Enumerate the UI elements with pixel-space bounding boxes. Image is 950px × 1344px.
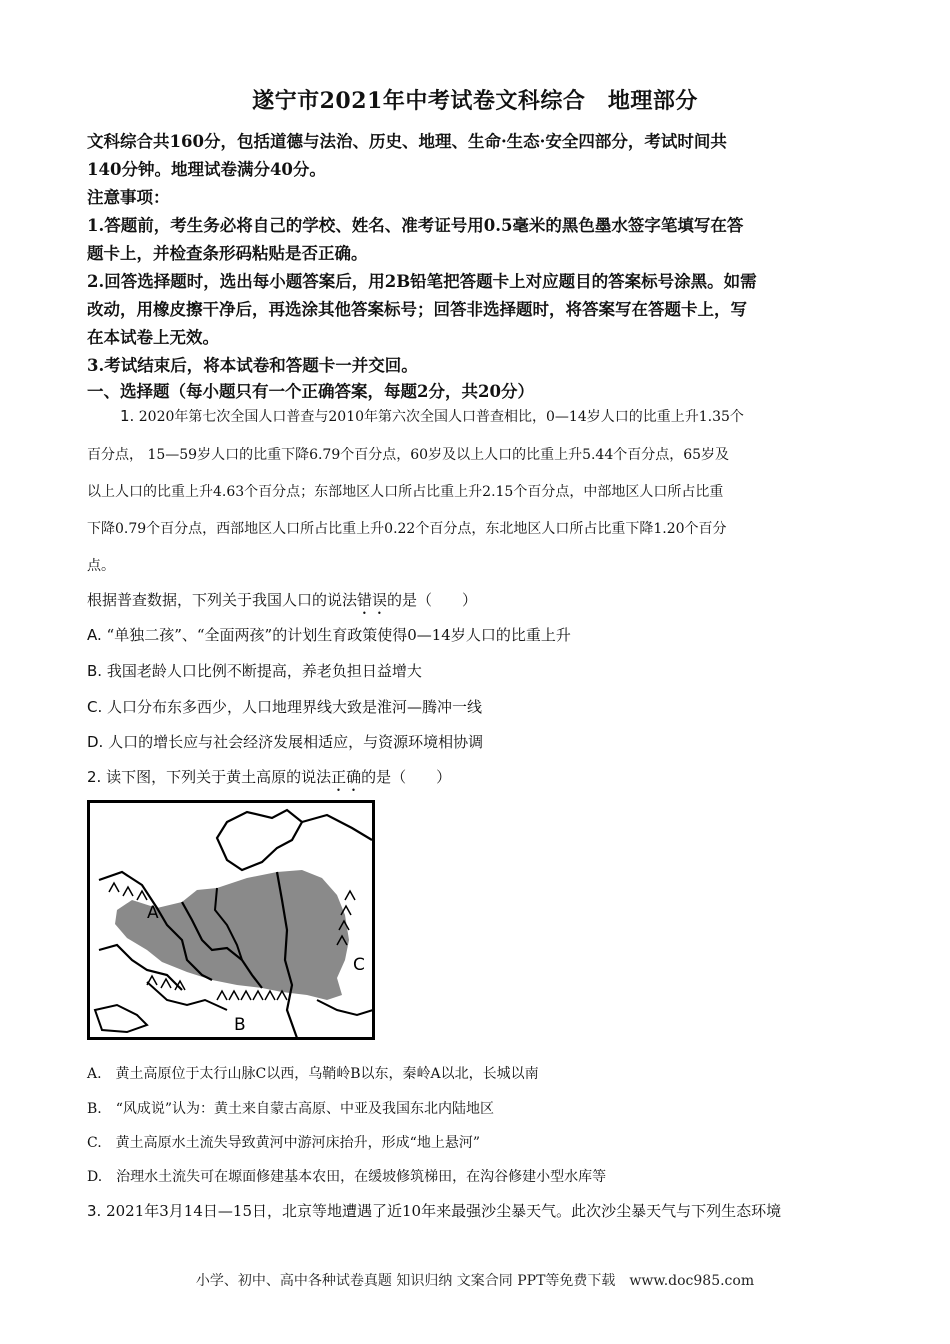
notice-3: 3.考试结束后，将本试卷和答题卡一并交回。 bbox=[87, 356, 418, 375]
q1-option-c-label: C. bbox=[87, 698, 103, 716]
map-svg bbox=[87, 800, 375, 1040]
page-footer: 小学、初中、高中各种试卷真题 知识归纳 文案合同 PPT等免费下载 www.doc985.com bbox=[195, 1273, 755, 1289]
q1-line-4: 下降0.79个百分点，西部地区人口所占比重上升0.22个百分点，东北地区人口所占比重下降1.20个百分 bbox=[87, 521, 727, 537]
q2-option-b[interactable]: B. “风成说”认为：黄土来自蒙古高原、中亚及我国东北内陆地区 bbox=[87, 1101, 495, 1117]
q1-stem-emphasis: 错误 bbox=[357, 591, 388, 609]
map-label-c: C bbox=[353, 955, 365, 975]
notice-2-line-1: 2.回答选择题时，选出每小题答案后，用2B铅笔把答题卡上对应题目的答案标号涂黑。如需 bbox=[87, 272, 757, 291]
notice-heading: 注意事项： bbox=[87, 188, 170, 207]
q2-stem-end: 的是（ ） bbox=[361, 768, 452, 786]
notice-1-line-2: 题卡上，并检查条形码粘贴是否正确。 bbox=[87, 244, 368, 263]
q2-stem-emphasis: 正确 bbox=[331, 768, 362, 786]
notice-2-line-2: 改动，用橡皮擦干净后，再选涂其他答案标号；回答非选择题时，将答案写在答题卡上，写 bbox=[87, 300, 747, 319]
q3-text: 2021年3月14日—15日，北京等地遭遇了近10年来最强沙尘暴天气。此次沙尘暴天气与下列生态环境 bbox=[106, 1202, 782, 1220]
map-label-a: A bbox=[147, 903, 159, 923]
loess-plateau-map bbox=[87, 800, 375, 1040]
q1-option-a[interactable] bbox=[87, 624, 571, 645]
q1-stem-end: 的是（ ） bbox=[387, 591, 478, 609]
q1-line-2: 百分点， 15—59岁人口的比重下降6.79个百分点，60岁及以上人口的比重上升5.44个百分点，65岁及 bbox=[87, 447, 730, 463]
q2-stem bbox=[87, 766, 451, 795]
q1-option-b[interactable] bbox=[87, 660, 422, 681]
page-title: 遂宁市2021年中考试卷文科综合 地理部分 bbox=[252, 88, 698, 114]
notice-2-line-3: 在本试卷上无效。 bbox=[87, 328, 219, 347]
intro-line-2: 140分钟。地理试卷满分40分。 bbox=[87, 160, 326, 179]
q1-option-d[interactable] bbox=[87, 731, 483, 752]
q1-option-d-text: 人口的增长应与社会经济发展相适应，与资源环境相协调 bbox=[108, 733, 484, 751]
q1-line-1: 2020年第七次全国人口普查与2010年第六次全国人口普查相比，0—14岁人口的比重上升1.35个 bbox=[138, 409, 744, 425]
q3-line-1 bbox=[87, 1200, 781, 1221]
q1-number: 1. bbox=[120, 407, 135, 425]
q1-text-line-1 bbox=[120, 406, 744, 426]
q1-line-5: 点。 bbox=[87, 558, 115, 574]
map-label-b: B bbox=[234, 1015, 246, 1035]
q1-option-a-label: A. bbox=[87, 626, 102, 644]
q1-option-a-text: “单独二孩”、“全面两孩”的计划生育政策使得0—14岁人口的比重上升 bbox=[106, 626, 571, 644]
intro-line-1: 文科综合共160分，包括道德与法治、历史、地理、生命·生态·安全四部分，考试时间共 bbox=[87, 132, 727, 151]
q1-stem bbox=[87, 589, 477, 618]
q3-number: 3. bbox=[87, 1202, 102, 1220]
q1-option-c-text: 人口分布东多西少，人口地理界线大致是淮河—腾冲一线 bbox=[107, 698, 483, 716]
q1-option-b-label: B. bbox=[87, 662, 103, 680]
q2-number: 2. bbox=[87, 768, 102, 786]
q2-stem-start: 读下图，下列关于黄土高原的说法 bbox=[106, 768, 332, 786]
q1-option-d-label: D. bbox=[87, 733, 104, 751]
notice-1-line-1: 1.答题前，考生务必将自己的学校、姓名、准考证号用0.5毫米的黑色墨水签字笔填写在答 bbox=[87, 216, 744, 235]
q1-line-3: 以上人口的比重上升4.63个百分点；东部地区人口所占比重上升2.15个百分点，中部地区人口所占比重 bbox=[87, 484, 724, 500]
q1-option-c[interactable] bbox=[87, 696, 482, 717]
q2-option-c[interactable]: C. 黄土高原水土流失导致黄河中游河床抬升，形成“地上悬河” bbox=[87, 1135, 480, 1151]
q1-option-b-text: 我国老龄人口比例不断提高，养老负担日益增大 bbox=[106, 662, 422, 680]
q1-stem-start: 根据普查数据，下列关于我国人口的说法 bbox=[87, 591, 358, 609]
q2-option-d[interactable]: D. 治理水土流失可在塬面修建基本农田，在缓坡修筑梯田，在沟谷修建小型水库等 bbox=[87, 1169, 607, 1185]
section-heading: 一、选择题（每小题只有一个正确答案，每题2分，共20分） bbox=[87, 382, 534, 401]
q2-option-a[interactable]: A. 黄土高原位于太行山脉C以西，乌鞘岭B以东，秦岭A以北，长城以南 bbox=[87, 1066, 539, 1082]
